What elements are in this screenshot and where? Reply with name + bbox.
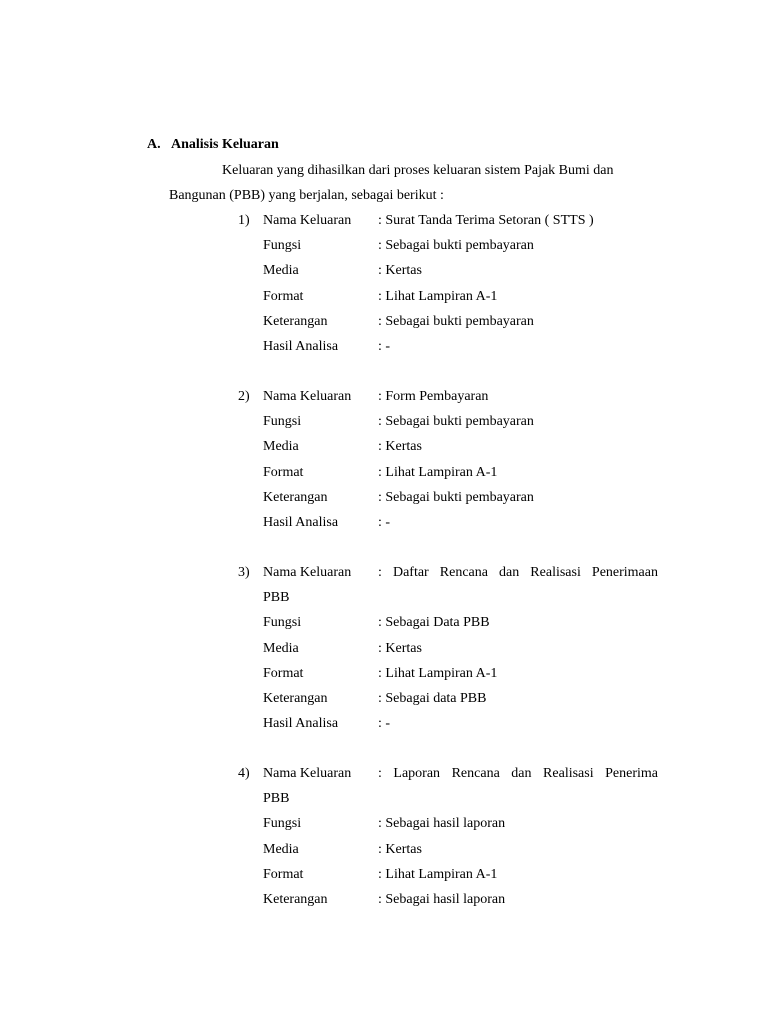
field-label: Format [263,288,304,304]
field-value: : Surat Tanda Terima Setoran ( STTS ) [378,213,594,228]
field-label: Hasil Analisa [263,716,339,732]
field-label: Keterangan [263,489,328,505]
output-item-row [0,263,768,283]
output-item-row [0,892,768,912]
output-item-row [0,339,768,359]
output-item-row [0,716,768,736]
field-label: Nama Keluaran [263,565,352,580]
field-value: : Form Pembayaran [378,389,489,404]
field-label: Keterangan [263,313,328,329]
field-value: : - [378,339,391,354]
output-item-row [0,515,768,535]
field-value: : Lihat Lampiran A-1 [378,866,498,882]
item-number: 4) [238,766,250,781]
field-label: Fungsi [263,238,302,254]
field-value: : Sebagai bukti pembayaran [378,238,534,254]
field-value: : Laporan Rencana dan Realisasi Penerima [378,766,658,781]
section-letter: A. [147,137,161,152]
field-value: : Lihat Lampiran A-1 [378,665,498,681]
field-label: Nama Keluaran [263,389,352,404]
field-label: Media [263,640,299,656]
output-item-row [0,465,768,485]
output-item-row [0,816,768,836]
field-label: Format [263,464,304,480]
intro-paragraph-line-2: Bangunan (PBB) yang berjalan, sebagai berikut : [169,188,444,203]
output-item-row [0,565,768,585]
output-item-row [0,666,768,686]
field-value: : Sebagai bukti pembayaran [378,414,534,430]
output-item-row [0,615,768,635]
field-value: : Kertas [378,640,422,656]
field-value: : Lihat Lampiran A-1 [378,288,498,304]
item-number: 3) [238,565,250,580]
field-value: : Sebagai data PBB [378,691,487,706]
field-label: Fungsi [263,615,302,631]
field-value: : Sebagai hasil laporan [378,892,506,907]
field-label: Media [263,439,299,455]
output-item-row [0,314,768,334]
output-item-row [0,590,768,610]
field-label: Format [263,866,304,882]
intro-paragraph-line-1: Keluaran yang dihasilkan dari proses keluaran sistem Pajak Bumi dan [222,163,614,178]
field-label: Fungsi [263,816,302,832]
field-label: Media [263,263,299,279]
output-item-row [0,842,768,862]
field-label: Media [263,841,299,857]
section-title: Analisis Keluaran [171,137,279,152]
field-value: : - [378,515,391,530]
output-item-row [0,439,768,459]
field-value: : Daftar Rencana dan Realisasi Penerimaan [378,565,658,580]
field-label: Hasil Analisa [263,339,339,354]
output-item-row [0,867,768,887]
field-value: : Lihat Lampiran A-1 [378,464,498,480]
output-item-row [0,414,768,434]
field-label: Hasil Analisa [263,515,339,530]
output-item-row [0,289,768,309]
field-label: Nama Keluaran [263,213,352,228]
item-number: 2) [238,389,250,404]
field-label: Nama Keluaran [263,766,352,781]
output-item-row [0,691,768,711]
output-item-row [0,389,768,409]
output-item-row [0,490,768,510]
field-value: : Kertas [378,263,422,279]
field-value: : Kertas [378,841,422,857]
output-item-row [0,213,768,233]
field-label: PBB [263,590,290,606]
item-number: 1) [238,213,250,228]
field-label: Format [263,665,304,681]
field-label: Keterangan [263,892,328,907]
field-value: : Sebagai bukti pembayaran [378,313,534,329]
output-item-row [0,641,768,661]
output-item-row [0,791,768,811]
field-label: Fungsi [263,414,302,430]
output-item-row [0,238,768,258]
field-value: : Sebagai Data PBB [378,615,490,631]
field-label: Keterangan [263,691,328,706]
field-value: : Sebagai hasil laporan [378,816,506,832]
field-value: : - [378,716,391,732]
field-value: : Sebagai bukti pembayaran [378,489,534,505]
field-label: PBB [263,791,290,807]
output-item-row [0,766,768,786]
field-value: : Kertas [378,439,422,455]
